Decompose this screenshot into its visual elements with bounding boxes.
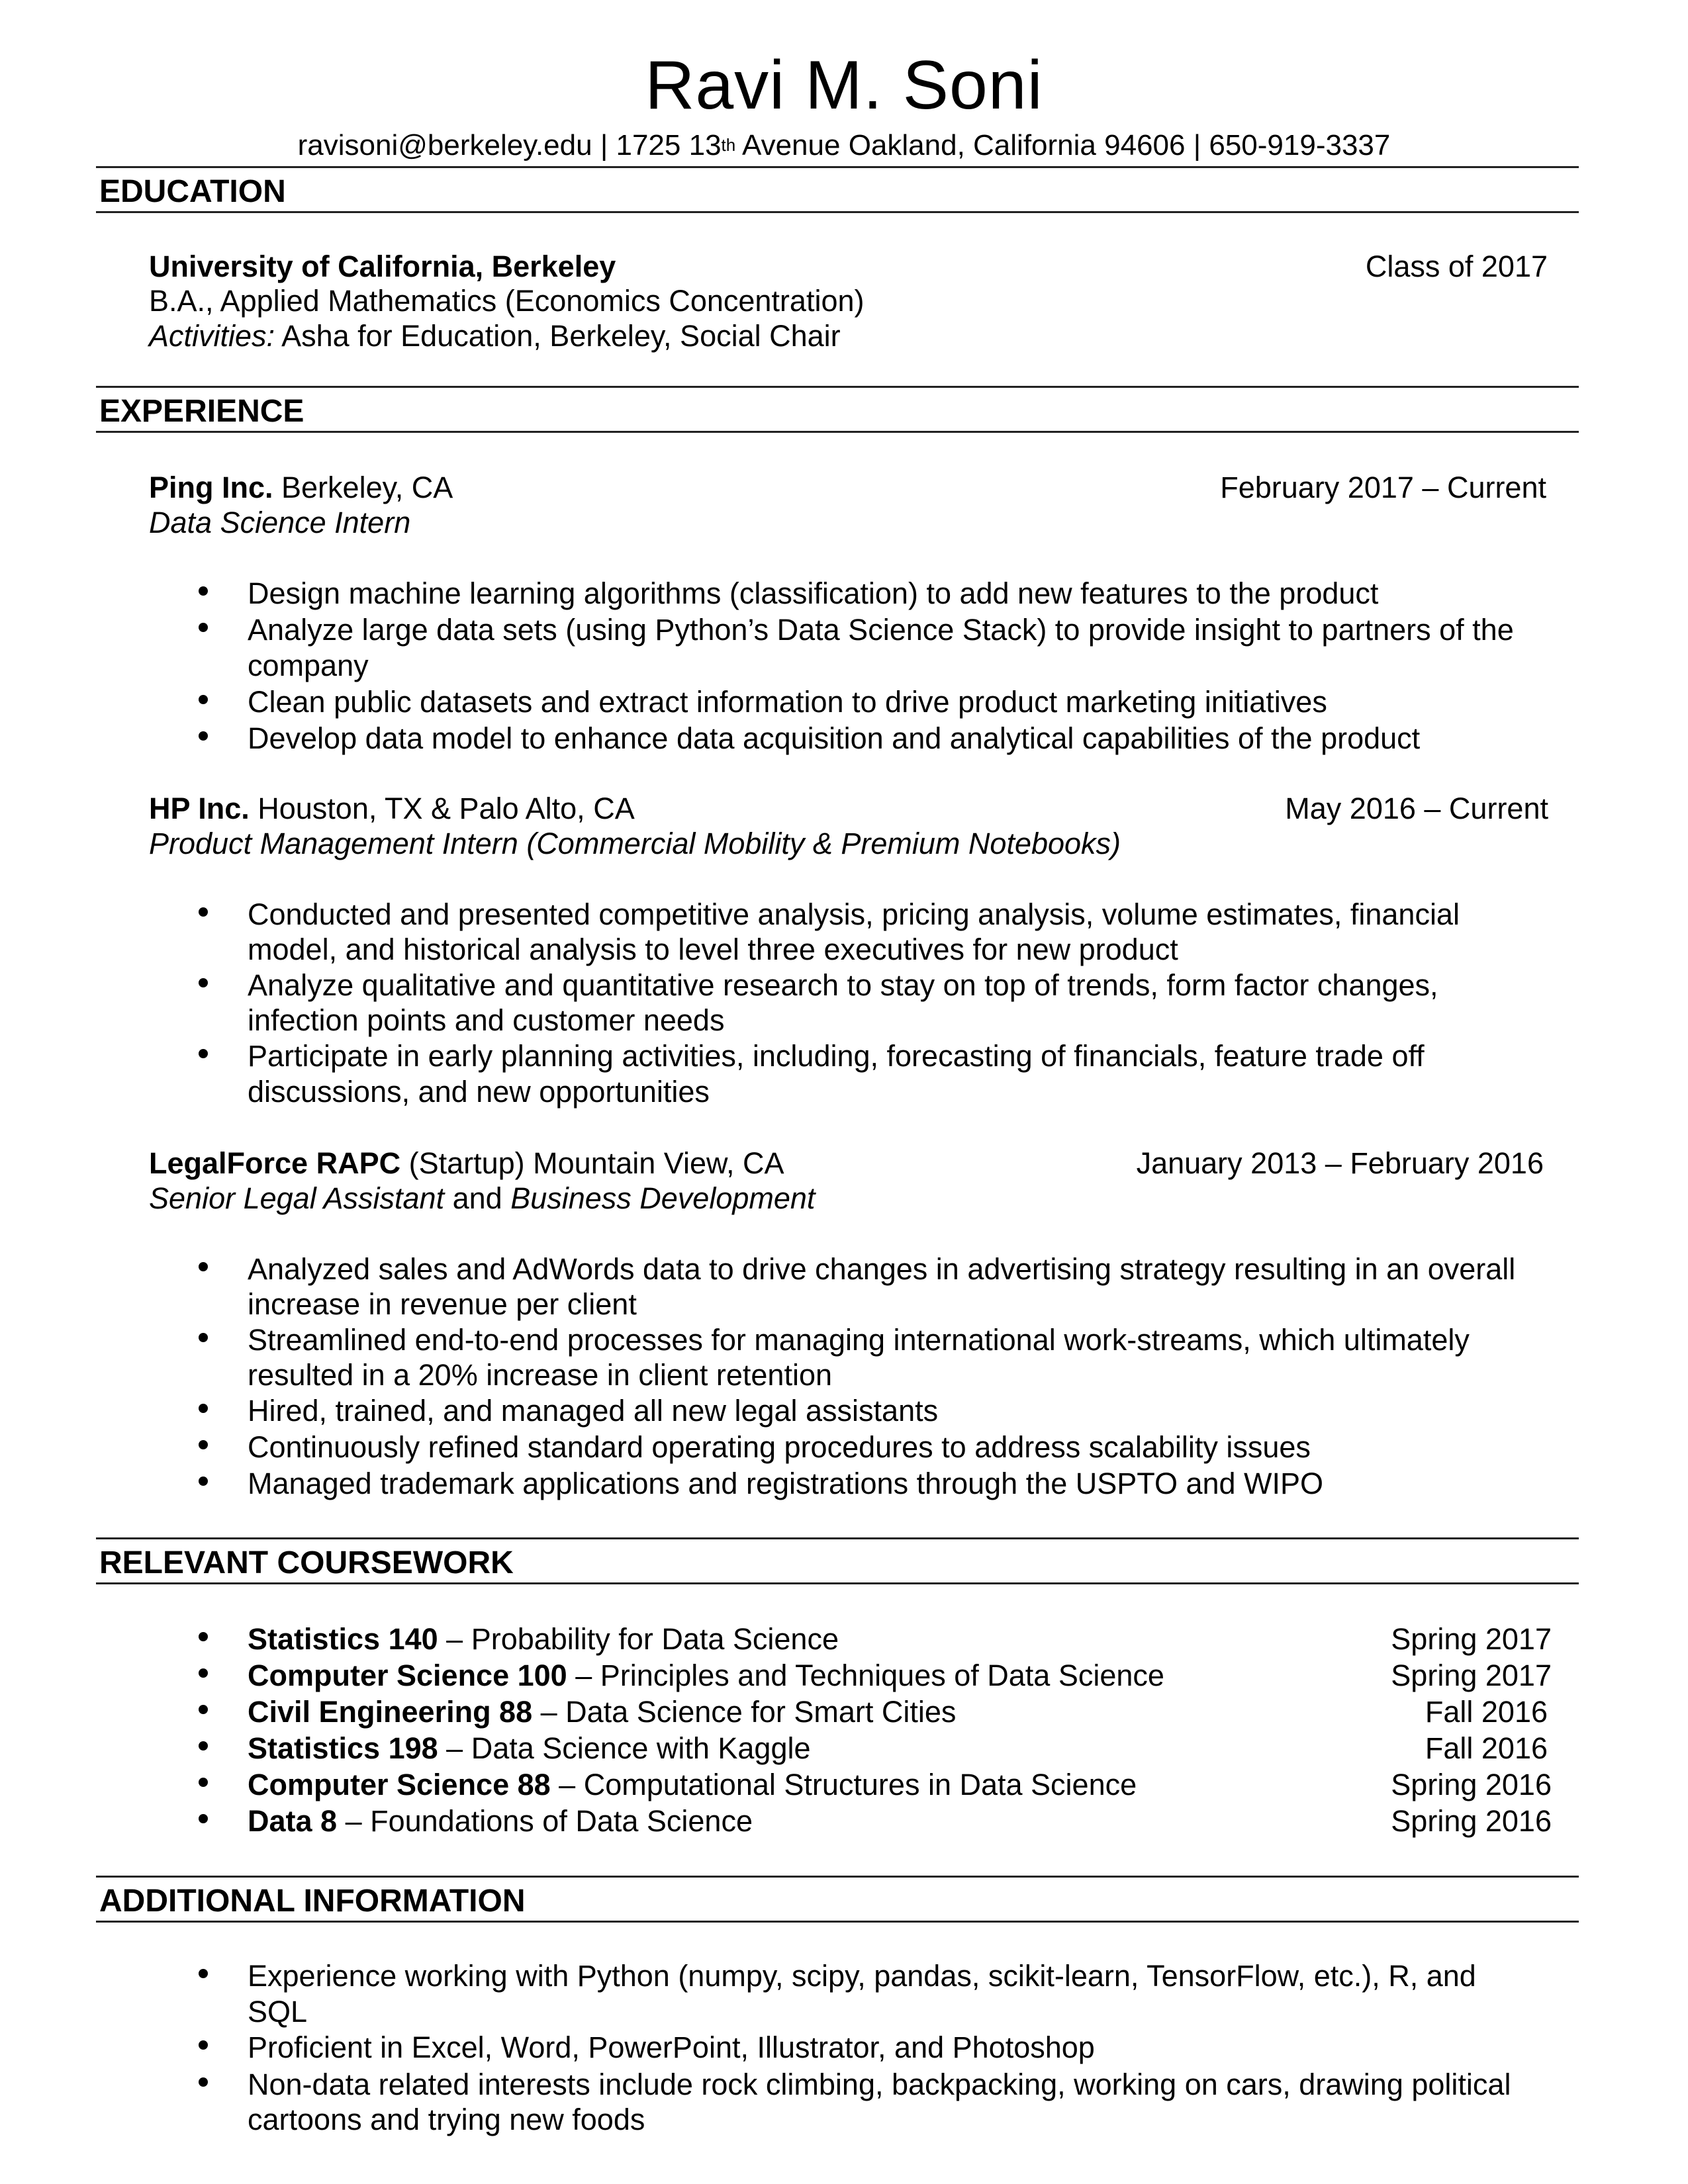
course-item: Data 8 – Foundations of Data Science (248, 1804, 753, 1838)
job-bullet: Conducted and presented competitive analysis, pricing analysis, volume estimates, financial (248, 897, 1460, 931)
section-rule (96, 1582, 1579, 1584)
bullet-dot (199, 1778, 208, 1787)
bullet-dot (199, 1333, 208, 1342)
bullet-dot (199, 731, 208, 741)
course-item: Statistics 140 – Probability for Data Science (248, 1622, 839, 1656)
job-bullet: Analyze large data sets (using Python’s Data Science Stack) to provide insight to partners of the (248, 613, 1514, 647)
course-term: Spring 2016 (1391, 1768, 1552, 1801)
job-bullet: Analyze qualitative and quantitative research to stay on top of trends, form factor changes, (248, 968, 1438, 1002)
section-rule (96, 1537, 1579, 1539)
job-bullet-cont: company (248, 649, 369, 682)
section-rule (96, 431, 1579, 433)
job-date: February 2017 – Current (1220, 471, 1546, 504)
info-bullet-cont: SQL (248, 1995, 308, 2028)
info-bullet-cont: cartoons and trying new foods (248, 2103, 645, 2136)
course-term: Spring 2017 (1391, 1659, 1552, 1692)
bullet-dot (199, 2077, 208, 2087)
bullet-dot (199, 1262, 208, 1271)
job-bullet-cont: model, and historical analysis to level three executives for new product (248, 933, 1178, 966)
bullet-dot (199, 623, 208, 632)
job-bullet: Design machine learning algorithms (classification) to add new features to the product (248, 576, 1379, 610)
job-role: Product Management Intern (Commercial Mobility & Premium Notebooks) (149, 827, 1121, 860)
degree: B.A., Applied Mathematics (Economics Concentration) (149, 284, 865, 318)
job-bullet-cont: resulted in a 20% increase in client retention (248, 1358, 833, 1392)
job-bullet: Continuously refined standard operating procedures to address scalability issues (248, 1430, 1311, 1464)
bullet-dot (199, 695, 208, 704)
section-title-coursework: RELEVANT COURSEWORK (99, 1545, 514, 1580)
bullet-dot (199, 1741, 208, 1751)
bullet-dot (199, 1049, 208, 1058)
job-bullet: Hired, trained, and managed all new legal assistants (248, 1394, 939, 1428)
school-name: University of California, Berkeley (149, 250, 616, 283)
job-bullet: Streamlined end-to-end processes for managing international work-streams, which ultimately (248, 1323, 1470, 1357)
bullet-dot (199, 1969, 208, 1978)
section-rule (96, 166, 1579, 168)
bullet-dot (199, 1632, 208, 1641)
job-bullet-cont: discussions, and new opportunities (248, 1075, 710, 1109)
job-bullet: Develop data model to enhance data acquisition and analytical capabilities of the product (248, 721, 1421, 755)
bullet-dot (199, 1440, 208, 1449)
bullet-dot (199, 1705, 208, 1714)
contact-separator: | (1185, 129, 1209, 161)
info-bullet: Non-data related interests include rock climbing, backpacking, working on cars, drawing political (248, 2068, 1511, 2101)
address: 1725 13th Avenue Oakland, California 94606 (616, 129, 1186, 161)
bullet-dot (199, 1814, 208, 1823)
course-term: Spring 2017 (1391, 1622, 1552, 1656)
course-item: Statistics 198 – Data Science with Kaggle (248, 1731, 811, 1765)
contact-separator: | (592, 129, 616, 161)
bullet-dot (199, 1477, 208, 1486)
section-rule (96, 386, 1579, 388)
job-bullet-cont: increase in revenue per client (248, 1287, 637, 1321)
course-item: Computer Science 88 – Computational Structures in Data Science (248, 1768, 1137, 1801)
contact-line (0, 131, 1688, 160)
section-rule (96, 1921, 1579, 1923)
course-item: Computer Science 100 – Principles and Techniques of Data Science (248, 1659, 1164, 1692)
job-date: January 2013 – February 2016 (1136, 1146, 1544, 1180)
bullet-dot (199, 978, 208, 987)
section-title-education: EDUCATION (99, 174, 286, 209)
job-date: May 2016 – Current (1285, 792, 1548, 825)
email: ravisoni@berkeley.edu (297, 129, 592, 161)
graduation-date: Class of 2017 (1365, 250, 1548, 283)
job-header: Ping Inc. Berkeley, CA (149, 471, 453, 504)
job-role: Data Science Intern (149, 506, 411, 539)
course-item: Civil Engineering 88 – Data Science for Smart Cities (248, 1695, 957, 1729)
candidate-name: Ravi M. Soni (645, 47, 1043, 124)
job-bullet: Participate in early planning activities, including, forecasting of financials, feature trade off (248, 1039, 1425, 1073)
bullet-dot (199, 1404, 208, 1413)
info-bullet: Proficient in Excel, Word, PowerPoint, Illustrator, and Photoshop (248, 2030, 1095, 2064)
info-bullet: Experience working with Python (numpy, scipy, pandas, scikit-learn, TensorFlow, etc.), R, and (248, 1959, 1476, 1993)
section-title-additional: ADDITIONAL INFORMATION (99, 1884, 526, 1919)
job-role: Senior Legal Assistant and Business Development (149, 1181, 816, 1215)
phone: 650-919-3337 (1209, 129, 1391, 161)
bullet-dot (199, 586, 208, 596)
job-header: LegalForce RAPC (Startup) Mountain View, CA (149, 1146, 784, 1180)
course-term: Fall 2016 (1425, 1731, 1548, 1765)
job-header: HP Inc. Houston, TX & Palo Alto, CA (149, 792, 635, 825)
job-bullet: Clean public datasets and extract information to drive product marketing initiatives (248, 685, 1327, 719)
job-bullet-cont: infection points and customer needs (248, 1003, 725, 1037)
section-title-experience: EXPERIENCE (99, 394, 305, 429)
bullet-dot (199, 907, 208, 917)
course-term: Fall 2016 (1425, 1695, 1548, 1729)
activities: Activities: Asha for Education, Berkeley, Social Chair (149, 319, 841, 353)
bullet-dot (199, 2040, 208, 2050)
job-bullet: Analyzed sales and AdWords data to drive changes in advertising strategy resulting in an overall (248, 1252, 1516, 1286)
section-rule (96, 211, 1579, 213)
bullet-dot (199, 1668, 208, 1678)
course-term: Spring 2016 (1391, 1804, 1552, 1838)
job-bullet: Managed trademark applications and registrations through the USPTO and WIPO (248, 1467, 1324, 1500)
section-rule (96, 1876, 1579, 1878)
